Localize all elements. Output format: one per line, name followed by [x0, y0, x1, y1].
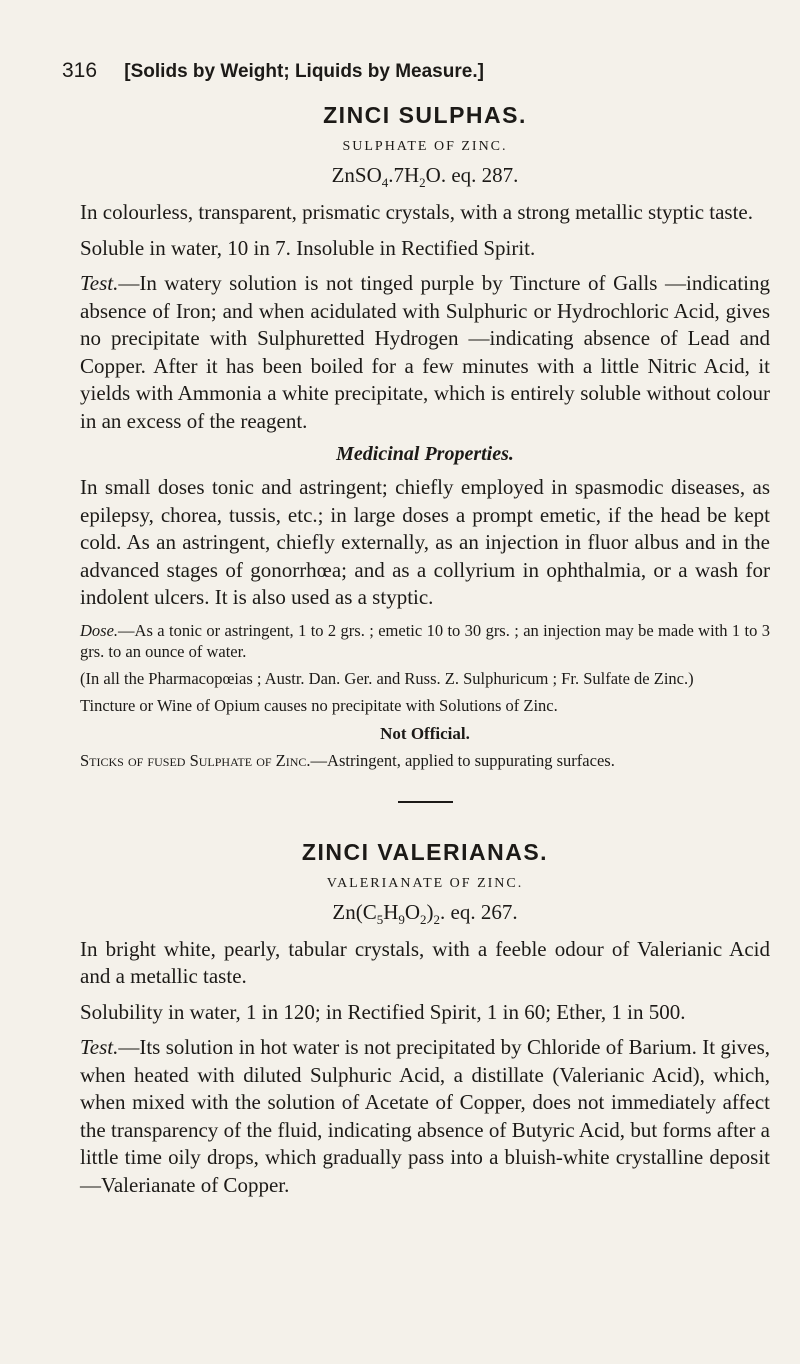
page-number: 316	[62, 59, 98, 82]
not-official-heading: Not Official.	[380, 723, 470, 743]
running-head-text: [Solids by Weight; Liquids by Measure.]	[124, 61, 484, 82]
entry-zinci-valerianas	[80, 839, 770, 1200]
test-text: —In watery solution is not tinged purple by Tincture of Galls —indicating absence of Iron; and when acidulated with Sulphuric or Hydrochloric Acid, gives no precipitate with Sulphuretted Hydrogen —indicating absence of Lead and Copper. After it has been boiled for a few minutes with a little Nitric Acid, it yields with Ammonia a white precipitate, which is entirely soluble without colour in an excess of the reagent.	[80, 271, 770, 433]
page-body	[80, 102, 770, 1207]
solubility-paragraph: Soluble in water, 10 in 7. Insoluble in Rectified Spirit.	[80, 235, 536, 260]
sticks-text: —Astringent, applied to suppurating surfaces.	[310, 750, 615, 770]
medicinal-heading: Medicinal Properties.	[336, 443, 514, 466]
dose-paragraph	[80, 620, 770, 662]
running-header	[62, 58, 484, 83]
tincture-note: Tincture or Wine of Opium causes no precipitate with Solutions of Zinc.	[80, 695, 558, 715]
test-paragraph	[80, 270, 770, 435]
test-paragraph	[80, 1034, 770, 1199]
test-label: Test.	[80, 271, 119, 296]
sticks-paragraph	[80, 750, 770, 771]
dose-label: Dose.	[80, 620, 119, 640]
sticks-label: Sticks of fused Sulphate of Zinc.	[80, 750, 311, 770]
test-text: —Its solution in hot water is not precipitated by Chloride of Barium. It gives, when heated with diluted Sulphuric Acid, a distillate (Valerianic Acid), which, when mixed with the solution of Acetate of Copper, does not immediately affect the transparency of the fluid, indicating absence of Butyric Acid, but forms after a little time oily drops, which gradually pass into a bluish-white crystalline deposit—Valerianate of Copper.	[80, 1035, 770, 1197]
description-paragraph: In bright white, pearly, tabular crystals, with a feeble odour of Valerianic Acid and a metallic taste.	[80, 936, 770, 989]
medicinal-paragraph: In small doses tonic and astringent; chiefly employed in spasmodic diseases, as epilepsy, chorea, tussis, etc.; in large doses a prompt emetic, if the head be kept cold. As an astringent, chiefly externally, as an injection in fluor albus and in the advanced stages of gonorrhœa; and as a collyrium in ophthalmia, or a wash for indolent ulcers. It is also used as a styptic.	[80, 475, 770, 610]
entry-title: ZINCI SULPHAS.	[323, 102, 527, 128]
entry-subtitle: VALERIANATE OF ZINC.	[326, 875, 524, 891]
entry-subtitle: SULPHATE OF ZINC.	[342, 139, 508, 154]
solubility-paragraph: Solubility in water, 1 in 120; in Rectified Spirit, 1 in 60; Ether, 1 in 500.	[80, 999, 686, 1024]
test-label: Test.	[80, 1035, 119, 1060]
section-divider	[398, 801, 453, 803]
description-paragraph: In colourless, transparent, prismatic crystals, with a strong metallic styptic taste.	[80, 200, 753, 225]
entry-zinci-sulphas	[80, 102, 770, 771]
pharmacopoeias-note: (In all the Pharmacopœias ; Austr. Dan. Ger. and Russ. Z. Sulphuricum ; Fr. Sulfate de Zinc.)	[80, 668, 694, 688]
chemical-formula: $Zn(C_5H_9O_2)_2$. eq. 267.	[332, 899, 518, 927]
dose-text: —As a tonic or astringent, 1 to 2 grs. ; emetic 10 to 30 grs. ; an injection may be made with 1 to 3 grs. to an ounce of water.	[80, 620, 770, 661]
chemical-formula: $ZnSO_4.7H_2O$. eq. 287.	[331, 163, 519, 191]
entry-title: ZINCI VALERIANAS.	[301, 838, 549, 865]
